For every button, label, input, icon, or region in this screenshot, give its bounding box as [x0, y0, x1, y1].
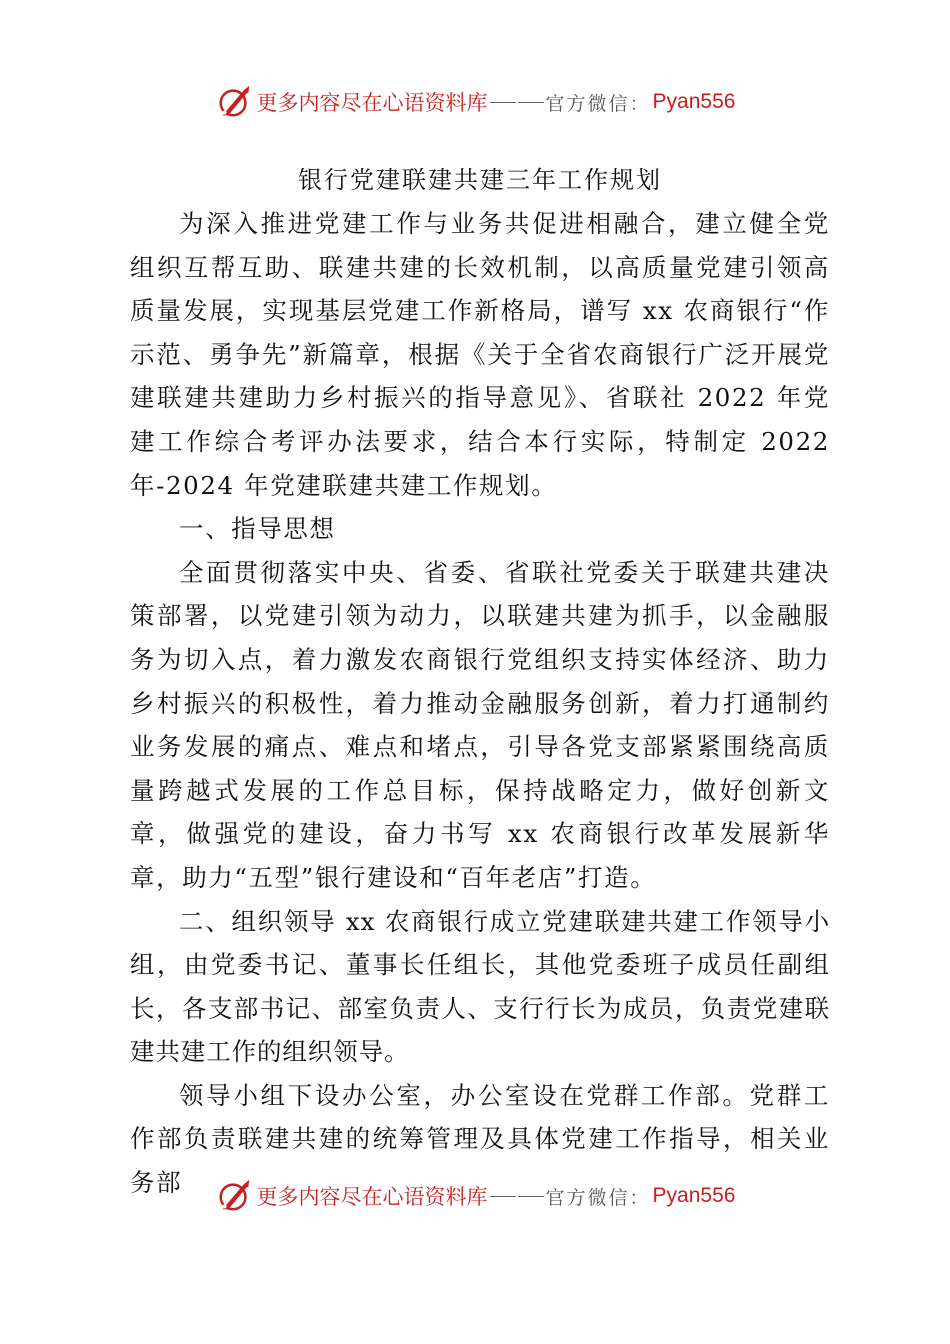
watermark-banner-top [0, 82, 950, 122]
watermark-wechat-id: Pyan556 [652, 1184, 736, 1207]
watermark-dash [518, 102, 544, 103]
watermark-brand-text: 更多内容尽在心语资料库 [256, 1185, 488, 1209]
paragraph-organization-leadership: 二、组织领导 xx 农商银行成立党建联建共建工作领导小组，由党委书记、董事长任组长，其他党委班子成员任副组长，各支部书记、部室负责人、支行行长为成员，负责党建联建共建工作的组织领导。 [130, 906, 830, 1067]
watermark-official-label: 官方微信： [545, 92, 651, 115]
watermark-dash [518, 1196, 544, 1197]
watermark-wechat-id: Pyan556 [652, 90, 736, 113]
quill-logo-icon [215, 1177, 253, 1215]
watermark-brand-text: 更多内容尽在心语资料库 [256, 91, 488, 115]
paragraph-intro: 为深入推进党建工作与业务共促进相融合，建立健全党组织互帮互助、联建共建的长效机制，以高质量党建引领高质量发展，实现基层党建工作新格局，谱写 xx 农商银行“作示范、勇争先”新篇章，根据《关于全省农商银行广泛开展党建联建共建助力乡村振兴的指导意见》、省联社 2022 年党建工作综合考评办法要求，结合本行实际，特制定 2022 年-2024 年党建联建共建工作规划。 [130, 209, 830, 500]
watermark-dash [490, 1196, 516, 1197]
document-title: 银行党建联建共建三年工作规划 [298, 166, 662, 194]
document-body [130, 158, 830, 1205]
quill-logo-icon [215, 83, 253, 121]
section-heading-guiding-ideology: 一、指导思想 [179, 514, 336, 544]
paragraph-leading-group-office: 领导小组下设办公室，办公室设在党群工作部。党群工作部负责联建共建的统筹管理及具体党建工作指导，相关业务部 [130, 1080, 830, 1198]
watermark-dash [490, 102, 516, 103]
paragraph-guiding-ideology: 全面贯彻落实中央、省委、省联社党委关于联建共建决策部署，以党建引领为动力，以联建共建为抓手，以金融服务为切入点，着力激发农商银行党组织支持实体经济、助力乡村振兴的积极性，着力推动金融服务创新，着力打通制约业务发展的痛点、难点和堵点，引导各党支部紧紧围绕高质量跨越式发展的工作总目标，保持战略定力，做好创新文章，做强党的建设，奋力书写 xx 农商银行改革发展新华章，助力“五型”银行建设和“百年老店”打造。 [130, 557, 830, 892]
watermark-official-label: 官方微信： [545, 1186, 651, 1209]
watermark-banner-bottom [0, 1176, 950, 1216]
